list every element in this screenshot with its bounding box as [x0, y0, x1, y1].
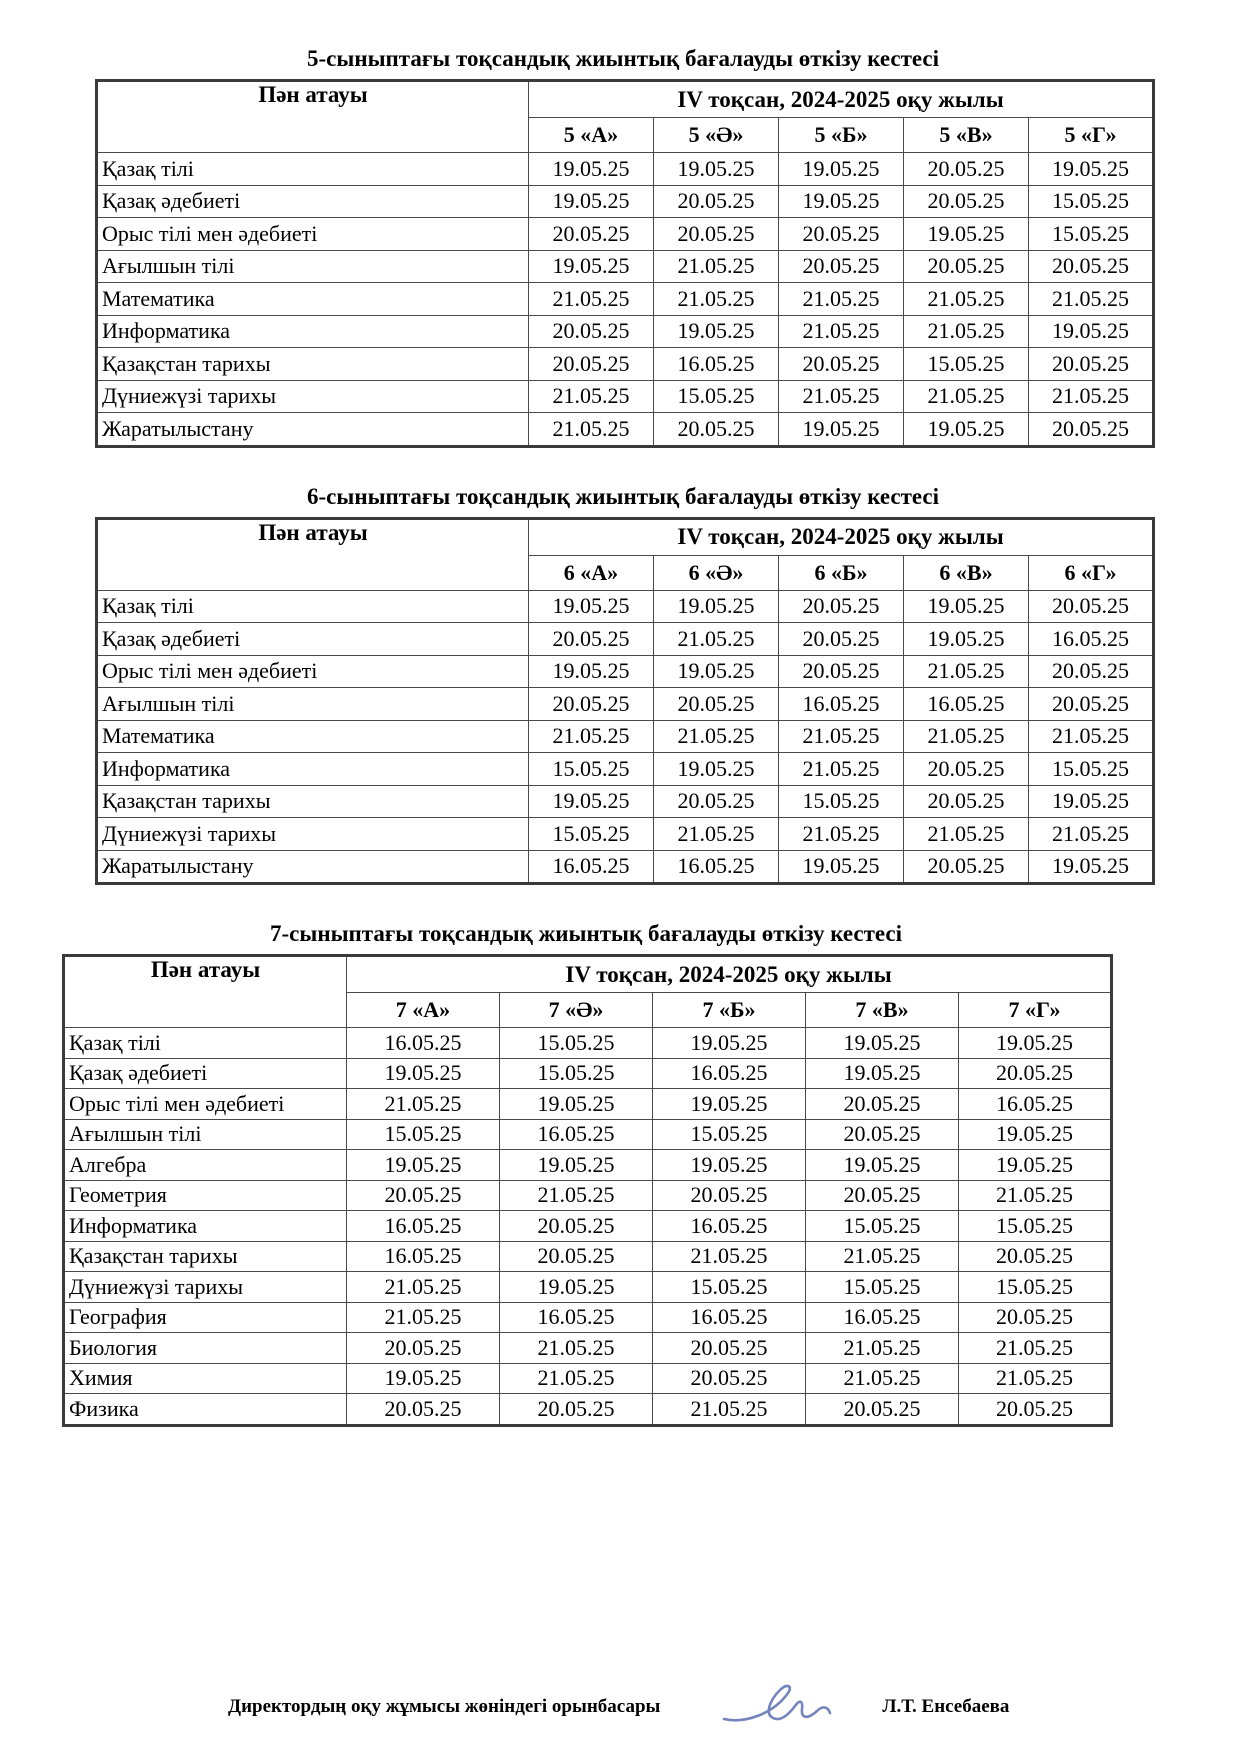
table-row [97, 153, 1154, 186]
term-header: IV тоқсан, 2024-2025 оқу жылы [347, 956, 1112, 993]
date-cell: 21.05.25 [347, 1089, 500, 1120]
table-row [97, 818, 1154, 851]
date-cell: 21.05.25 [1029, 283, 1154, 316]
class-column-header: 6 «Б» [779, 555, 904, 590]
date-cell: 15.05.25 [904, 348, 1029, 381]
date-cell: 19.05.25 [529, 250, 654, 283]
date-cell: 15.05.25 [779, 785, 904, 818]
date-cell: 21.05.25 [654, 623, 779, 656]
table-row [97, 315, 1154, 348]
date-cell: 15.05.25 [959, 1211, 1112, 1242]
date-cell: 16.05.25 [806, 1302, 959, 1333]
table-row [97, 590, 1154, 623]
term-header: IV тоқсан, 2024-2025 оқу жылы [529, 81, 1154, 118]
date-cell: 20.05.25 [654, 688, 779, 721]
table-row [97, 623, 1154, 656]
date-cell: 19.05.25 [904, 218, 1029, 251]
date-cell: 19.05.25 [654, 753, 779, 786]
date-cell: 20.05.25 [779, 623, 904, 656]
date-cell: 21.05.25 [904, 655, 1029, 688]
table-row [97, 688, 1154, 721]
date-cell: 15.05.25 [529, 753, 654, 786]
date-cell: 20.05.25 [904, 753, 1029, 786]
date-cell: 16.05.25 [779, 688, 904, 721]
date-cell: 19.05.25 [654, 153, 779, 186]
date-cell: 19.05.25 [347, 1058, 500, 1089]
date-cell: 15.05.25 [1029, 185, 1154, 218]
subject-column-header: Пән атауы [97, 518, 529, 590]
class-column-header: 7 «Ә» [500, 993, 653, 1028]
date-cell: 20.05.25 [347, 1333, 500, 1364]
date-cell: 19.05.25 [653, 1089, 806, 1120]
date-cell: 21.05.25 [529, 413, 654, 447]
date-cell: 19.05.25 [1029, 785, 1154, 818]
date-cell: 16.05.25 [347, 1241, 500, 1272]
date-cell: 19.05.25 [904, 623, 1029, 656]
date-cell: 20.05.25 [653, 1180, 806, 1211]
date-cell: 21.05.25 [653, 1394, 806, 1426]
date-cell: 21.05.25 [500, 1333, 653, 1364]
table-row [64, 1089, 1112, 1120]
date-cell: 15.05.25 [806, 1272, 959, 1303]
subject-cell: Қазақстан тарихы [97, 785, 529, 818]
date-cell: 21.05.25 [500, 1363, 653, 1394]
date-cell: 20.05.25 [904, 785, 1029, 818]
date-cell: 21.05.25 [904, 283, 1029, 316]
date-cell: 16.05.25 [653, 1058, 806, 1089]
table-row [97, 218, 1154, 251]
date-cell: 21.05.25 [779, 753, 904, 786]
date-cell: 20.05.25 [529, 623, 654, 656]
date-cell: 20.05.25 [806, 1089, 959, 1120]
schedule-rows [64, 1028, 1112, 1426]
table-row [64, 1394, 1112, 1426]
class-column-header: 7 «Б» [653, 993, 806, 1028]
class-column-header: 6 «Ә» [654, 555, 779, 590]
date-cell: 20.05.25 [654, 218, 779, 251]
date-cell: 20.05.25 [779, 655, 904, 688]
grade-6-schedule-table [95, 517, 1155, 886]
date-cell: 19.05.25 [654, 590, 779, 623]
date-cell: 19.05.25 [529, 185, 654, 218]
subject-cell: Қазақ әдебиеті [97, 185, 529, 218]
subject-cell: Геометрия [64, 1180, 347, 1211]
date-cell: 20.05.25 [654, 413, 779, 447]
date-cell: 19.05.25 [654, 315, 779, 348]
date-cell: 20.05.25 [779, 348, 904, 381]
date-cell: 20.05.25 [779, 590, 904, 623]
date-cell: 15.05.25 [1029, 218, 1154, 251]
date-cell: 19.05.25 [529, 153, 654, 186]
subject-cell: Математика [97, 283, 529, 316]
subject-cell: Қазақстан тарихы [97, 348, 529, 381]
grade-6-schedule-section [0, 484, 1241, 886]
date-cell: 21.05.25 [904, 380, 1029, 413]
date-cell: 16.05.25 [654, 348, 779, 381]
term-header: IV тоқсан, 2024-2025 оқу жылы [529, 518, 1154, 555]
date-cell: 16.05.25 [529, 850, 654, 884]
subject-cell: Дүниежүзі тарихы [64, 1272, 347, 1303]
date-cell: 20.05.25 [1029, 348, 1154, 381]
grade-5-schedule-section [0, 46, 1241, 448]
date-cell: 21.05.25 [959, 1180, 1112, 1211]
table-row [64, 1058, 1112, 1089]
date-cell: 20.05.25 [904, 185, 1029, 218]
subject-cell: Дүниежүзі тарихы [97, 380, 529, 413]
date-cell: 20.05.25 [1029, 655, 1154, 688]
subject-cell: Қазақ тілі [97, 590, 529, 623]
table-row [64, 1241, 1112, 1272]
signature-block [228, 1679, 1241, 1735]
subject-cell: Орыс тілі мен әдебиеті [97, 655, 529, 688]
date-cell: 16.05.25 [904, 688, 1029, 721]
grade-7-schedule-section [0, 921, 1241, 1427]
date-cell: 21.05.25 [806, 1363, 959, 1394]
date-cell: 16.05.25 [654, 850, 779, 884]
date-cell: 19.05.25 [959, 1119, 1112, 1150]
class-column-header: 5 «Б» [779, 118, 904, 153]
date-cell: 19.05.25 [806, 1150, 959, 1181]
date-cell: 20.05.25 [653, 1363, 806, 1394]
date-cell: 21.05.25 [779, 283, 904, 316]
table-row [64, 1333, 1112, 1364]
grade-7-schedule-table [62, 954, 1113, 1427]
subject-cell: Физика [64, 1394, 347, 1426]
date-cell: 21.05.25 [347, 1272, 500, 1303]
date-cell: 19.05.25 [806, 1028, 959, 1059]
date-cell: 16.05.25 [959, 1089, 1112, 1120]
date-cell: 20.05.25 [1029, 413, 1154, 447]
date-cell: 20.05.25 [500, 1241, 653, 1272]
class-column-header: 7 «Г» [959, 993, 1112, 1028]
date-cell: 19.05.25 [904, 590, 1029, 623]
subject-cell: Орыс тілі мен әдебиеті [97, 218, 529, 251]
date-cell: 21.05.25 [653, 1241, 806, 1272]
subject-cell: Қазақстан тарихы [64, 1241, 347, 1272]
table-row [64, 1363, 1112, 1394]
subject-cell: Информатика [97, 753, 529, 786]
signature-icon [718, 1679, 836, 1735]
subject-cell: Биология [64, 1333, 347, 1364]
table-row [64, 1302, 1112, 1333]
table-row [97, 720, 1154, 753]
date-cell: 16.05.25 [653, 1211, 806, 1242]
date-cell: 19.05.25 [1029, 153, 1154, 186]
date-cell: 21.05.25 [347, 1302, 500, 1333]
date-cell: 19.05.25 [806, 1058, 959, 1089]
date-cell: 20.05.25 [1029, 688, 1154, 721]
subject-cell: География [64, 1302, 347, 1333]
class-column-header: 6 «А» [529, 555, 654, 590]
date-cell: 19.05.25 [500, 1272, 653, 1303]
date-cell: 20.05.25 [959, 1241, 1112, 1272]
class-column-header: 7 «В» [806, 993, 959, 1028]
date-cell: 21.05.25 [529, 720, 654, 753]
class-column-header: 6 «В» [904, 555, 1029, 590]
date-cell: 15.05.25 [806, 1211, 959, 1242]
table-row [97, 250, 1154, 283]
date-cell: 21.05.25 [1029, 818, 1154, 851]
date-cell: 19.05.25 [653, 1150, 806, 1181]
date-cell: 19.05.25 [653, 1028, 806, 1059]
date-cell: 21.05.25 [1029, 720, 1154, 753]
table-row [64, 1180, 1112, 1211]
subject-cell: Жаратылыстану [97, 850, 529, 884]
date-cell: 20.05.25 [904, 850, 1029, 884]
table-row [64, 1211, 1112, 1242]
date-cell: 15.05.25 [500, 1058, 653, 1089]
date-cell: 16.05.25 [500, 1119, 653, 1150]
date-cell: 19.05.25 [779, 850, 904, 884]
date-cell: 20.05.25 [529, 688, 654, 721]
date-cell: 21.05.25 [779, 818, 904, 851]
table-row [97, 413, 1154, 447]
subject-cell: Қазақ тілі [64, 1028, 347, 1059]
class-column-header: 6 «Г» [1029, 555, 1154, 590]
date-cell: 15.05.25 [653, 1119, 806, 1150]
date-cell: 19.05.25 [904, 413, 1029, 447]
table-row [64, 1150, 1112, 1181]
subject-cell: Математика [97, 720, 529, 753]
schedule-rows [97, 153, 1154, 447]
date-cell: 20.05.25 [529, 315, 654, 348]
subject-cell: Қазақ тілі [97, 153, 529, 186]
date-cell: 21.05.25 [654, 818, 779, 851]
header-row [64, 956, 1112, 993]
date-cell: 21.05.25 [1029, 380, 1154, 413]
table-row [97, 655, 1154, 688]
date-cell: 19.05.25 [529, 785, 654, 818]
date-cell: 15.05.25 [1029, 753, 1154, 786]
date-cell: 20.05.25 [500, 1394, 653, 1426]
header-row [97, 81, 1154, 118]
date-cell: 19.05.25 [347, 1150, 500, 1181]
class-column-header: 5 «А» [529, 118, 654, 153]
subject-cell: Ағылшын тілі [64, 1119, 347, 1150]
date-cell: 21.05.25 [779, 380, 904, 413]
date-cell: 21.05.25 [500, 1180, 653, 1211]
date-cell: 16.05.25 [347, 1028, 500, 1059]
date-cell: 20.05.25 [347, 1180, 500, 1211]
date-cell: 19.05.25 [1029, 315, 1154, 348]
signatory-name: Л.Т. Енсебаева [882, 1695, 1010, 1717]
date-cell: 21.05.25 [806, 1241, 959, 1272]
date-cell: 21.05.25 [806, 1333, 959, 1364]
date-cell: 19.05.25 [959, 1150, 1112, 1181]
date-cell: 21.05.25 [654, 283, 779, 316]
date-cell: 21.05.25 [904, 818, 1029, 851]
class-column-header: 5 «В» [904, 118, 1029, 153]
table-row [64, 1272, 1112, 1303]
date-cell: 21.05.25 [779, 720, 904, 753]
table-row [64, 1028, 1112, 1059]
date-cell: 20.05.25 [1029, 590, 1154, 623]
date-cell: 20.05.25 [779, 218, 904, 251]
subject-cell: Ағылшын тілі [97, 250, 529, 283]
date-cell: 19.05.25 [779, 153, 904, 186]
subject-cell: Информатика [64, 1211, 347, 1242]
date-cell: 20.05.25 [959, 1394, 1112, 1426]
subject-cell: Алгебра [64, 1150, 347, 1181]
class-column-header: 5 «Ә» [654, 118, 779, 153]
subject-cell: Информатика [97, 315, 529, 348]
subject-cell: Химия [64, 1363, 347, 1394]
subject-cell: Қазақ әдебиеті [97, 623, 529, 656]
date-cell: 19.05.25 [500, 1089, 653, 1120]
grade-6-table-title: 6-сыныптағы тоқсандық жиынтық бағалауды өткізу кестесі [307, 483, 939, 509]
table-row [97, 785, 1154, 818]
date-cell: 15.05.25 [347, 1119, 500, 1150]
date-cell: 15.05.25 [500, 1028, 653, 1059]
grade-5-table-title: 5-сыныптағы тоқсандық жиынтық бағалауды өткізу кестесі [307, 46, 939, 71]
class-column-header: 7 «А» [347, 993, 500, 1028]
class-column-header: 5 «Г» [1029, 118, 1154, 153]
date-cell: 19.05.25 [529, 655, 654, 688]
date-cell: 16.05.25 [500, 1302, 653, 1333]
date-cell: 21.05.25 [654, 250, 779, 283]
date-cell: 19.05.25 [500, 1150, 653, 1181]
date-cell: 21.05.25 [529, 380, 654, 413]
date-cell: 20.05.25 [347, 1394, 500, 1426]
subject-cell: Жаратылыстану [97, 413, 529, 447]
date-cell: 21.05.25 [529, 283, 654, 316]
date-cell: 21.05.25 [904, 315, 1029, 348]
date-cell: 21.05.25 [959, 1333, 1112, 1364]
date-cell: 21.05.25 [959, 1363, 1112, 1394]
date-cell: 16.05.25 [347, 1211, 500, 1242]
date-cell: 19.05.25 [779, 185, 904, 218]
header-row [97, 518, 1154, 555]
date-cell: 15.05.25 [654, 380, 779, 413]
date-cell: 20.05.25 [779, 250, 904, 283]
date-cell: 15.05.25 [959, 1272, 1112, 1303]
date-cell: 19.05.25 [654, 655, 779, 688]
table-row [97, 380, 1154, 413]
subject-cell: Қазақ әдебиеті [64, 1058, 347, 1089]
table-row [97, 283, 1154, 316]
subject-cell: Ағылшын тілі [97, 688, 529, 721]
grade-5-schedule-table [95, 79, 1155, 448]
grade-7-table-title: 7-сыныптағы тоқсандық жиынтық бағалауды өткізу кестесі [270, 921, 902, 946]
date-cell: 21.05.25 [904, 720, 1029, 753]
subject-column-header: Пән атауы [97, 81, 529, 153]
subject-cell: Орыс тілі мен әдебиеті [64, 1089, 347, 1120]
date-cell: 21.05.25 [654, 720, 779, 753]
table-row [64, 1119, 1112, 1150]
date-cell: 20.05.25 [904, 153, 1029, 186]
date-cell: 19.05.25 [347, 1363, 500, 1394]
subject-column-header: Пән атауы [64, 956, 347, 1028]
date-cell: 19.05.25 [959, 1028, 1112, 1059]
date-cell: 20.05.25 [959, 1058, 1112, 1089]
date-cell: 16.05.25 [653, 1302, 806, 1333]
date-cell: 20.05.25 [1029, 250, 1154, 283]
date-cell: 20.05.25 [806, 1180, 959, 1211]
date-cell: 21.05.25 [779, 315, 904, 348]
date-cell: 20.05.25 [959, 1302, 1112, 1333]
date-cell: 20.05.25 [806, 1394, 959, 1426]
date-cell: 15.05.25 [529, 818, 654, 851]
table-row [97, 348, 1154, 381]
table-row [97, 850, 1154, 884]
date-cell: 20.05.25 [500, 1211, 653, 1242]
position-label: Директордың оқу жұмысы жөніндегі орынбасары [228, 1695, 661, 1717]
date-cell: 19.05.25 [1029, 850, 1154, 884]
table-row [97, 753, 1154, 786]
date-cell: 20.05.25 [653, 1333, 806, 1364]
date-cell: 15.05.25 [653, 1272, 806, 1303]
date-cell: 20.05.25 [654, 785, 779, 818]
date-cell: 19.05.25 [779, 413, 904, 447]
date-cell: 20.05.25 [529, 218, 654, 251]
schedule-rows [97, 590, 1154, 884]
date-cell: 20.05.25 [654, 185, 779, 218]
date-cell: 20.05.25 [806, 1119, 959, 1150]
date-cell: 16.05.25 [1029, 623, 1154, 656]
table-row [97, 185, 1154, 218]
subject-cell: Дүниежүзі тарихы [97, 818, 529, 851]
date-cell: 20.05.25 [904, 250, 1029, 283]
date-cell: 20.05.25 [529, 348, 654, 381]
date-cell: 19.05.25 [529, 590, 654, 623]
